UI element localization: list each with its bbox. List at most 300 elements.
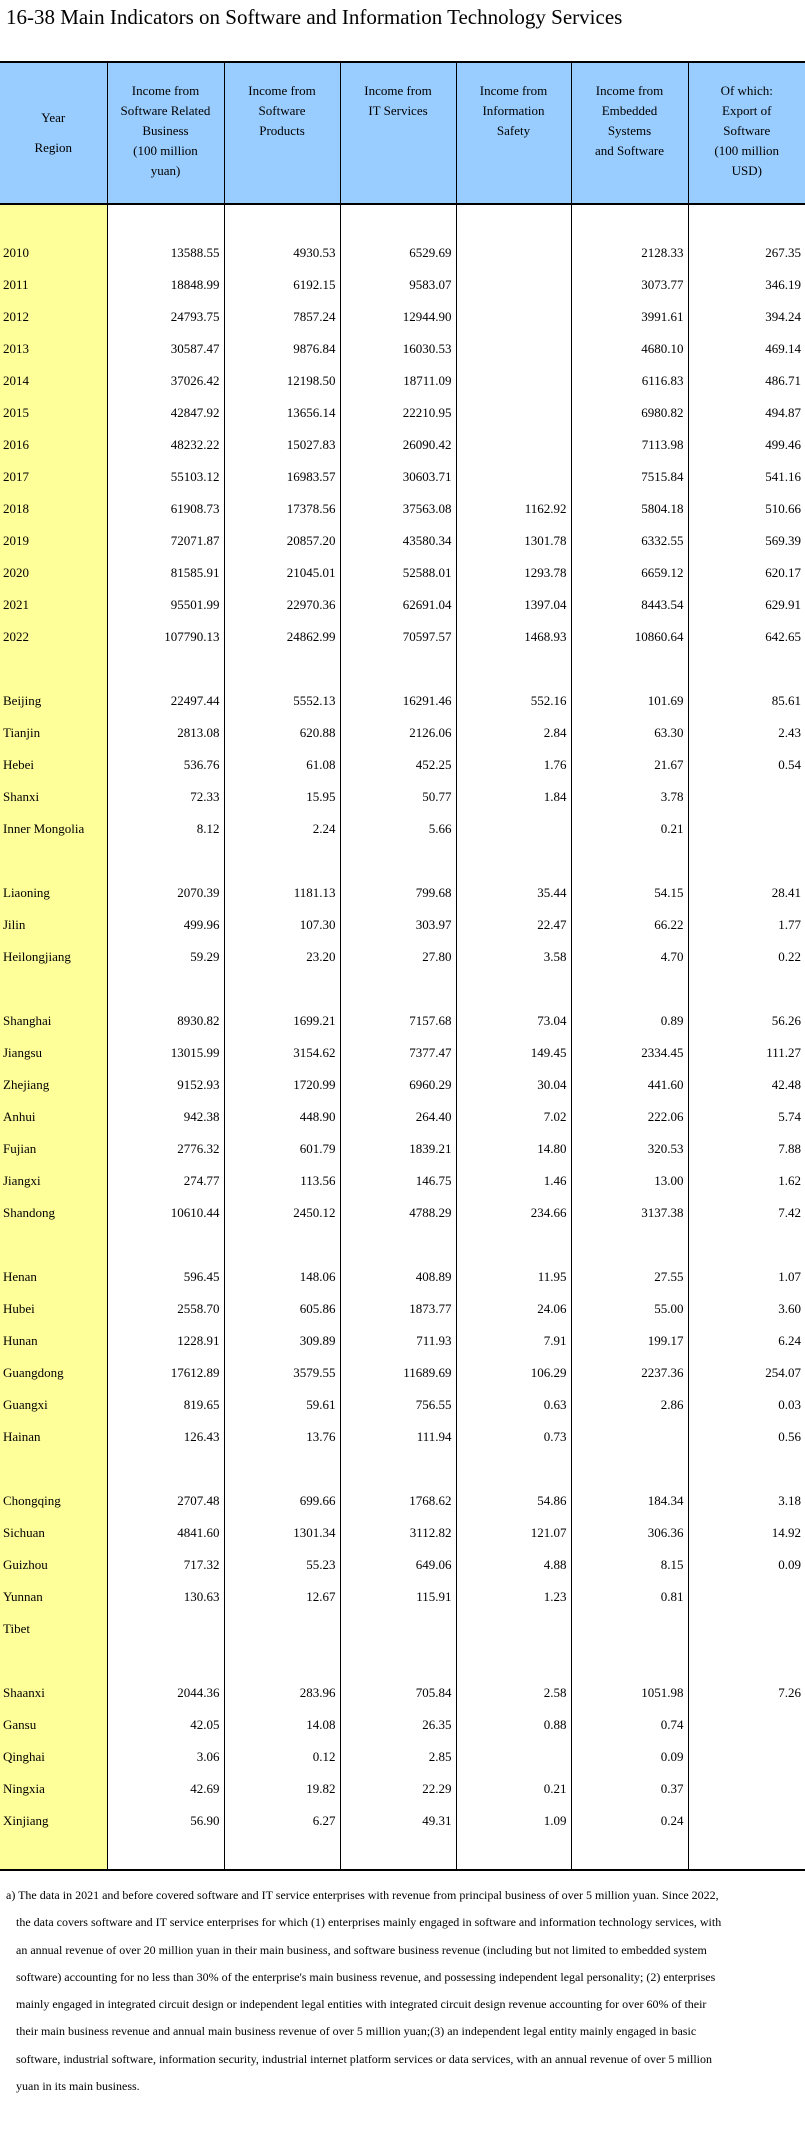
embedded-systems-income-cell: 8.15 [571, 1549, 688, 1581]
embedded-systems-income-cell: 0.09 [571, 1741, 688, 1773]
spacer-cell [688, 1229, 805, 1261]
it-services-income-cell: 26.35 [340, 1709, 456, 1741]
software-products-income-cell: 21045.01 [224, 557, 340, 589]
software-products-income-cell: 1301.34 [224, 1517, 340, 1549]
table-row [0, 1165, 805, 1197]
software-export-cell: 3.18 [688, 1485, 805, 1517]
software-export-cell: 28.41 [688, 877, 805, 909]
software-related-income-cell: 13015.99 [107, 1037, 224, 1069]
software-related-income-cell: 8930.82 [107, 1005, 224, 1037]
it-services-income-cell: 22210.95 [340, 397, 456, 429]
software-export-cell: 486.71 [688, 365, 805, 397]
spacer-row [0, 653, 805, 685]
information-safety-income-cell: 35.44 [456, 877, 571, 909]
row-label-cell: 2015 [0, 397, 107, 429]
table-row [0, 1581, 805, 1613]
embedded-systems-income-cell [571, 1421, 688, 1453]
it-services-income-cell: 1768.62 [340, 1485, 456, 1517]
spacer-row [0, 1645, 805, 1677]
software-related-income-cell: 37026.42 [107, 365, 224, 397]
software-products-income-cell: 1181.13 [224, 877, 340, 909]
table-row [0, 621, 805, 653]
software-products-income-cell: 12.67 [224, 1581, 340, 1613]
spacer-row [0, 1229, 805, 1261]
information-safety-income-cell: 1.84 [456, 781, 571, 813]
table-row [0, 877, 805, 909]
row-label-cell: 2021 [0, 589, 107, 621]
software-export-cell: 7.88 [688, 1133, 805, 1165]
table-header-row [0, 62, 805, 204]
spacer-row [0, 845, 805, 877]
it-services-income-cell: 43580.34 [340, 525, 456, 557]
software-related-income-cell: 2707.48 [107, 1485, 224, 1517]
information-safety-income-cell: 73.04 [456, 1005, 571, 1037]
spacer-cell [107, 1453, 224, 1485]
it-services-income-cell: 16030.53 [340, 333, 456, 365]
row-label-cell: Hainan [0, 1421, 107, 1453]
spacer-cell [107, 204, 224, 237]
software-products-income-cell: 620.88 [224, 717, 340, 749]
spacer-cell [224, 204, 340, 237]
table-row [0, 1101, 805, 1133]
spacer-cell [0, 653, 107, 685]
software-export-cell: 254.07 [688, 1357, 805, 1389]
software-export-cell: 499.46 [688, 429, 805, 461]
spacer-cell [107, 653, 224, 685]
embedded-systems-income-cell: 199.17 [571, 1325, 688, 1357]
information-safety-income-cell: 0.73 [456, 1421, 571, 1453]
spacer-cell [688, 1453, 805, 1485]
software-related-income-cell: 10610.44 [107, 1197, 224, 1229]
table-row [0, 1197, 805, 1229]
software-related-income-cell: 2070.39 [107, 877, 224, 909]
information-safety-income-cell: 1301.78 [456, 525, 571, 557]
table-row [0, 909, 805, 941]
software-products-income-cell: 5552.13 [224, 685, 340, 717]
information-safety-income-cell: 14.80 [456, 1133, 571, 1165]
spacer-cell [456, 204, 571, 237]
information-safety-income-cell [456, 237, 571, 269]
spacer-cell [0, 1229, 107, 1261]
software-related-income-cell: 48232.22 [107, 429, 224, 461]
software-products-income-cell: 0.12 [224, 1741, 340, 1773]
software-related-income-cell: 2813.08 [107, 717, 224, 749]
table-row [0, 685, 805, 717]
software-products-income-cell: 9876.84 [224, 333, 340, 365]
software-export-cell: 642.65 [688, 621, 805, 653]
information-safety-income-cell: 234.66 [456, 1197, 571, 1229]
table-row [0, 813, 805, 845]
information-safety-income-cell: 1.46 [456, 1165, 571, 1197]
information-safety-income-cell [456, 813, 571, 845]
embedded-systems-income-cell: 222.06 [571, 1101, 688, 1133]
software-products-income-cell: 2.24 [224, 813, 340, 845]
software-related-income-cell: 42847.92 [107, 397, 224, 429]
header-year-region: Year Region [0, 62, 107, 204]
software-products-income-cell: 3154.62 [224, 1037, 340, 1069]
row-label-cell: Liaoning [0, 877, 107, 909]
software-related-income-cell: 59.29 [107, 941, 224, 973]
information-safety-income-cell: 30.04 [456, 1069, 571, 1101]
embedded-systems-income-cell: 3.78 [571, 781, 688, 813]
spacer-cell [224, 653, 340, 685]
software-export-cell [688, 781, 805, 813]
software-products-income-cell: 15.95 [224, 781, 340, 813]
row-label-cell: Guangxi [0, 1389, 107, 1421]
spacer-cell [456, 845, 571, 877]
software-related-income-cell: 42.05 [107, 1709, 224, 1741]
software-products-income-cell: 59.61 [224, 1389, 340, 1421]
software-products-income-cell: 605.86 [224, 1293, 340, 1325]
software-products-income-cell: 283.96 [224, 1677, 340, 1709]
it-services-income-cell: 11689.69 [340, 1357, 456, 1389]
software-related-income-cell [107, 1613, 224, 1645]
it-services-income-cell: 115.91 [340, 1581, 456, 1613]
table-row [0, 333, 805, 365]
embedded-systems-income-cell: 0.89 [571, 1005, 688, 1037]
software-products-income-cell: 61.08 [224, 749, 340, 781]
embedded-systems-income-cell: 5804.18 [571, 493, 688, 525]
table-row [0, 1421, 805, 1453]
page-title: 16-38 Main Indicators on Software and Information Technology Services [6, 5, 623, 29]
it-services-income-cell: 37563.08 [340, 493, 456, 525]
table-row [0, 749, 805, 781]
information-safety-income-cell: 1397.04 [456, 589, 571, 621]
embedded-systems-income-cell [571, 1613, 688, 1645]
spacer-cell [340, 653, 456, 685]
information-safety-income-cell: 0.21 [456, 1773, 571, 1805]
software-export-cell: 2.43 [688, 717, 805, 749]
it-services-income-cell: 49.31 [340, 1805, 456, 1837]
information-safety-income-cell: 7.91 [456, 1325, 571, 1357]
software-products-income-cell: 601.79 [224, 1133, 340, 1165]
spacer-cell [456, 1229, 571, 1261]
information-safety-income-cell: 0.63 [456, 1389, 571, 1421]
spacer-cell [456, 1837, 571, 1870]
footnote [6, 1882, 796, 2100]
row-label-cell: Anhui [0, 1101, 107, 1133]
it-services-income-cell: 6960.29 [340, 1069, 456, 1101]
information-safety-income-cell: 0.88 [456, 1709, 571, 1741]
row-label-cell: Shaanxi [0, 1677, 107, 1709]
it-services-income-cell: 711.93 [340, 1325, 456, 1357]
footnote-line: their main business revenue and annual main business revenue of over 5 million yuan;(3) an independent legal entity mainly engaged in basic [16, 2024, 697, 2039]
row-label-cell: 2017 [0, 461, 107, 493]
table-row [0, 1069, 805, 1101]
footnote-line: the data covers software and IT service enterprises for which (1) enterprises mainly engaged in software and information technology services, with [16, 1915, 722, 1930]
software-export-cell: 541.16 [688, 461, 805, 493]
table-row [0, 589, 805, 621]
it-services-income-cell: 7157.68 [340, 1005, 456, 1037]
software-related-income-cell: 2558.70 [107, 1293, 224, 1325]
spacer-cell [688, 1837, 805, 1870]
software-related-income-cell: 4841.60 [107, 1517, 224, 1549]
software-export-cell: 7.42 [688, 1197, 805, 1229]
table-row [0, 717, 805, 749]
software-related-income-cell: 2044.36 [107, 1677, 224, 1709]
embedded-systems-income-cell: 0.81 [571, 1581, 688, 1613]
software-products-income-cell: 23.20 [224, 941, 340, 973]
software-products-income-cell: 6192.15 [224, 269, 340, 301]
spacer-cell [0, 204, 107, 237]
information-safety-income-cell [456, 365, 571, 397]
embedded-systems-income-cell: 0.21 [571, 813, 688, 845]
embedded-systems-income-cell: 3073.77 [571, 269, 688, 301]
software-related-income-cell: 596.45 [107, 1261, 224, 1293]
spacer-cell [224, 845, 340, 877]
row-label-cell: Shanxi [0, 781, 107, 813]
software-products-income-cell: 699.66 [224, 1485, 340, 1517]
embedded-systems-income-cell: 8443.54 [571, 589, 688, 621]
spacer-cell [571, 653, 688, 685]
embedded-systems-income-cell: 21.67 [571, 749, 688, 781]
it-services-income-cell: 70597.57 [340, 621, 456, 653]
it-services-income-cell: 16291.46 [340, 685, 456, 717]
spacer-cell [688, 973, 805, 1005]
software-export-cell: 569.39 [688, 525, 805, 557]
software-related-income-cell: 8.12 [107, 813, 224, 845]
software-export-cell: 510.66 [688, 493, 805, 525]
software-products-income-cell: 19.82 [224, 1773, 340, 1805]
table-row [0, 941, 805, 973]
software-export-cell: 1.07 [688, 1261, 805, 1293]
table-row [0, 1485, 805, 1517]
it-services-income-cell: 2.85 [340, 1741, 456, 1773]
software-related-income-cell: 107790.13 [107, 621, 224, 653]
table-row [0, 461, 805, 493]
table-row [0, 557, 805, 589]
footnote-line: a) The data in 2021 and before covered software and IT service enterprises with revenue from principal business of over 5 million yuan. Since 2022, [6, 1888, 719, 1902]
software-products-income-cell: 22970.36 [224, 589, 340, 621]
information-safety-income-cell: 54.86 [456, 1485, 571, 1517]
footnote-line: mainly engaged in integrated circuit design or independent legal entities with integrated circuit design revenue accounting for over 60% of their [16, 1997, 707, 2012]
spacer-cell [224, 973, 340, 1005]
software-related-income-cell: 61908.73 [107, 493, 224, 525]
embedded-systems-income-cell: 101.69 [571, 685, 688, 717]
row-label-cell: Hunan [0, 1325, 107, 1357]
software-related-income-cell: 942.38 [107, 1101, 224, 1133]
spacer-cell [456, 1645, 571, 1677]
software-related-income-cell: 1228.91 [107, 1325, 224, 1357]
software-export-cell: 56.26 [688, 1005, 805, 1037]
it-services-income-cell: 18711.09 [340, 365, 456, 397]
table-row [0, 781, 805, 813]
row-label-cell: Hebei [0, 749, 107, 781]
row-label-cell: Jiangsu [0, 1037, 107, 1069]
embedded-systems-income-cell: 6659.12 [571, 557, 688, 589]
spacer-cell [224, 1645, 340, 1677]
software-export-cell: 629.91 [688, 589, 805, 621]
spacer-cell [688, 204, 805, 237]
table-row [0, 1773, 805, 1805]
row-label-cell: Xinjiang [0, 1805, 107, 1837]
spacer-row [0, 1453, 805, 1485]
embedded-systems-income-cell: 7515.84 [571, 461, 688, 493]
spacer-cell [107, 1837, 224, 1870]
information-safety-income-cell: 2.58 [456, 1677, 571, 1709]
software-related-income-cell: 274.77 [107, 1165, 224, 1197]
information-safety-income-cell [456, 429, 571, 461]
embedded-systems-income-cell: 3137.38 [571, 1197, 688, 1229]
header-software-related-income: Income from Software Related Business (100 million yuan) [107, 62, 224, 204]
spacer-cell [571, 845, 688, 877]
it-services-income-cell: 9583.07 [340, 269, 456, 301]
information-safety-income-cell [456, 301, 571, 333]
spacer-cell [340, 845, 456, 877]
spacer-cell [107, 973, 224, 1005]
software-products-income-cell: 12198.50 [224, 365, 340, 397]
information-safety-income-cell [456, 269, 571, 301]
row-label-cell: Jiangxi [0, 1165, 107, 1197]
it-services-income-cell: 26090.42 [340, 429, 456, 461]
it-services-income-cell: 4788.29 [340, 1197, 456, 1229]
embedded-systems-income-cell: 66.22 [571, 909, 688, 941]
information-safety-income-cell: 22.47 [456, 909, 571, 941]
footnote-line: yuan in its main business. [16, 2079, 140, 2094]
row-label-cell: Gansu [0, 1709, 107, 1741]
software-products-income-cell: 6.27 [224, 1805, 340, 1837]
row-label-cell: 2011 [0, 269, 107, 301]
spacer-cell [340, 1645, 456, 1677]
it-services-income-cell: 111.94 [340, 1421, 456, 1453]
embedded-systems-income-cell: 7113.98 [571, 429, 688, 461]
software-products-income-cell: 3579.55 [224, 1357, 340, 1389]
embedded-systems-income-cell: 27.55 [571, 1261, 688, 1293]
it-services-income-cell: 408.89 [340, 1261, 456, 1293]
spacer-cell [224, 1837, 340, 1870]
spacer-cell [0, 1645, 107, 1677]
information-safety-income-cell: 1.76 [456, 749, 571, 781]
spacer-cell [688, 1645, 805, 1677]
row-label-cell: Sichuan [0, 1517, 107, 1549]
information-safety-income-cell: 1.23 [456, 1581, 571, 1613]
spacer-row [0, 973, 805, 1005]
software-related-income-cell: 17612.89 [107, 1357, 224, 1389]
software-products-income-cell [224, 1613, 340, 1645]
it-services-income-cell: 756.55 [340, 1389, 456, 1421]
software-export-cell [688, 1741, 805, 1773]
spacer-cell [107, 1645, 224, 1677]
software-products-income-cell: 148.06 [224, 1261, 340, 1293]
spacer-cell [571, 1645, 688, 1677]
spacer-cell [340, 204, 456, 237]
row-label-cell: Qinghai [0, 1741, 107, 1773]
software-export-cell: 0.56 [688, 1421, 805, 1453]
table-row [0, 269, 805, 301]
row-label-cell: Tianjin [0, 717, 107, 749]
table-row [0, 1741, 805, 1773]
information-safety-income-cell: 3.58 [456, 941, 571, 973]
embedded-systems-income-cell: 4.70 [571, 941, 688, 973]
software-export-cell: 3.60 [688, 1293, 805, 1325]
embedded-systems-income-cell: 13.00 [571, 1165, 688, 1197]
software-export-cell: 42.48 [688, 1069, 805, 1101]
information-safety-income-cell: 1468.93 [456, 621, 571, 653]
embedded-systems-income-cell: 4680.10 [571, 333, 688, 365]
software-related-income-cell: 819.65 [107, 1389, 224, 1421]
it-services-income-cell: 799.68 [340, 877, 456, 909]
software-export-cell [688, 1581, 805, 1613]
spacer-cell [224, 1453, 340, 1485]
software-export-cell [688, 1613, 805, 1645]
information-safety-income-cell: 121.07 [456, 1517, 571, 1549]
spacer-cell [571, 1453, 688, 1485]
software-related-income-cell: 536.76 [107, 749, 224, 781]
it-services-income-cell: 5.66 [340, 813, 456, 845]
spacer-cell [107, 845, 224, 877]
software-export-cell: 5.74 [688, 1101, 805, 1133]
software-products-income-cell: 13.76 [224, 1421, 340, 1453]
embedded-systems-income-cell: 2.86 [571, 1389, 688, 1421]
spacer-cell [340, 1453, 456, 1485]
information-safety-income-cell [456, 397, 571, 429]
software-related-income-cell: 42.69 [107, 1773, 224, 1805]
spacer-cell [0, 1837, 107, 1870]
software-export-cell: 267.35 [688, 237, 805, 269]
row-label-cell: Guangdong [0, 1357, 107, 1389]
software-export-cell: 0.03 [688, 1389, 805, 1421]
software-products-income-cell: 20857.20 [224, 525, 340, 557]
table-row [0, 493, 805, 525]
row-label-cell: 2013 [0, 333, 107, 365]
information-safety-income-cell: 552.16 [456, 685, 571, 717]
software-export-cell: 7.26 [688, 1677, 805, 1709]
row-label-cell: Yunnan [0, 1581, 107, 1613]
footnote-line: an annual revenue of over 20 million yuan in their main business, and software business revenue (including but not limited to embedded system [16, 1942, 707, 1957]
spacer-cell [340, 1837, 456, 1870]
embedded-systems-income-cell: 55.00 [571, 1293, 688, 1325]
spacer-cell [456, 653, 571, 685]
software-export-cell [688, 1709, 805, 1741]
software-related-income-cell: 2776.32 [107, 1133, 224, 1165]
software-export-cell: 14.92 [688, 1517, 805, 1549]
table-row [0, 1005, 805, 1037]
row-label-cell: 2012 [0, 301, 107, 333]
software-products-income-cell: 4930.53 [224, 237, 340, 269]
software-related-income-cell: 499.96 [107, 909, 224, 941]
software-products-income-cell: 448.90 [224, 1101, 340, 1133]
table-row [0, 1613, 805, 1645]
information-safety-income-cell: 106.29 [456, 1357, 571, 1389]
software-related-income-cell: 13588.55 [107, 237, 224, 269]
table-row [0, 1805, 805, 1837]
it-services-income-cell: 2126.06 [340, 717, 456, 749]
spacer-cell [688, 653, 805, 685]
row-label-cell: 2018 [0, 493, 107, 525]
it-services-income-cell: 62691.04 [340, 589, 456, 621]
row-label-cell: Shandong [0, 1197, 107, 1229]
information-safety-income-cell: 1162.92 [456, 493, 571, 525]
embedded-systems-income-cell: 2237.36 [571, 1357, 688, 1389]
spacer-cell [456, 973, 571, 1005]
table-row [0, 1677, 805, 1709]
row-label-cell: Zhejiang [0, 1069, 107, 1101]
software-products-income-cell: 13656.14 [224, 397, 340, 429]
software-related-income-cell: 95501.99 [107, 589, 224, 621]
spacer-cell [340, 1229, 456, 1261]
row-label-cell: Inner Mongolia [0, 813, 107, 845]
software-export-cell: 1.62 [688, 1165, 805, 1197]
software-export-cell: 0.22 [688, 941, 805, 973]
table-row [0, 525, 805, 557]
it-services-income-cell [340, 1613, 456, 1645]
software-related-income-cell: 22497.44 [107, 685, 224, 717]
embedded-systems-income-cell: 0.37 [571, 1773, 688, 1805]
embedded-systems-income-cell: 54.15 [571, 877, 688, 909]
row-label-cell: Heilongjiang [0, 941, 107, 973]
software-products-income-cell: 113.56 [224, 1165, 340, 1197]
it-services-income-cell: 50.77 [340, 781, 456, 813]
